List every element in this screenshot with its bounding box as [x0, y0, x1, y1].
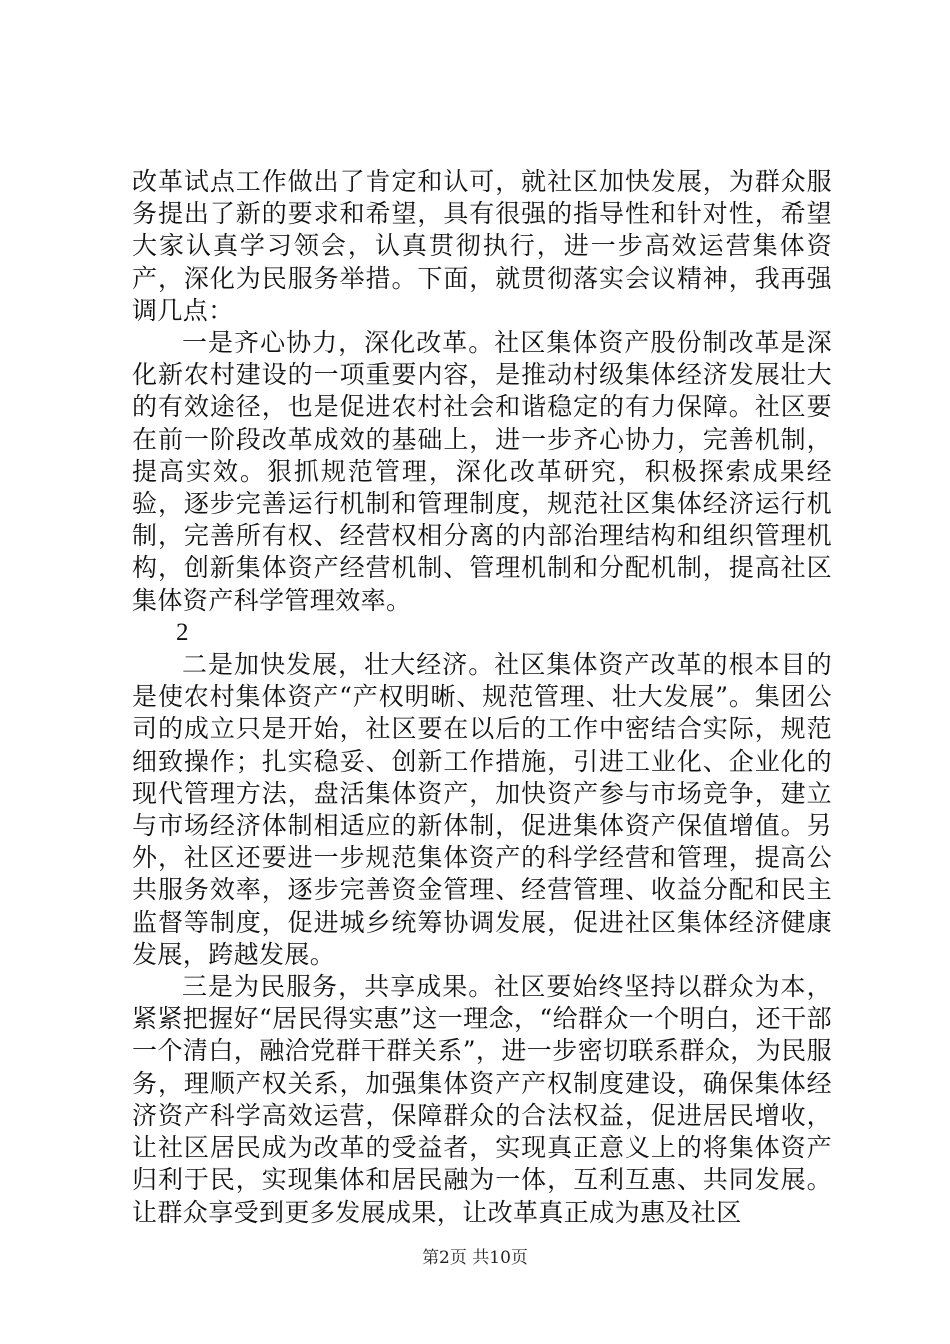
paragraph-point-one: 一是齐心协力，深化改革。社区集体资产股份制改革是深化新农村建设的一项重要内容，是推动村级集体经济发展壮大的有效途径，也是促进农村社会和谐稳定的有力保障。社区要在前一阶段改革成效的基础上，进一步齐心协力，完善机制，提高实效。狠抓规范管理，深化改革研究，积极探索成果经验，逐步完善运行机制和管理制度，规范社区集体经济运行机制，完善所有权、经营权相分离的内部治理结构和组织管理机构，创新集体资产经营机制、管理机制和分配机制，提高社区集体资产科学管理效率。 [132, 328, 832, 615]
paragraph-point-two: 二是加快发展，壮大经济。社区集体资产改革的根本目的是使农村集体资产“产权明晰、规范管理、壮大发展”。集团公司的成立只是开始，社区要在以后的工作中密结合实际，规范细致操作；扎实稳妥、创新工作措施，引进工业化、企业化的现代管理方法，盘活集体资产，加快资产参与市场竞争，建立与市场经济体制相适应的新体制，促进集体资产保值增值。另外，社区还要进一步规范集体资产的科学经营和管理，提高公共服务效率，逐步完善资金管理、经营管理、收益分配和民主监督等制度，促进城乡统筹协调发展，促进社区集体经济健康发展，跨越发展。 [132, 650, 832, 969]
paragraph-continuation: 改革试点工作做出了肯定和认可，就社区加快发展，为群众服务提出了新的要求和希望，具有很强的指导性和针对性，希望大家认真学习领会，认真贯彻执行，进一步高效运营集体资产，深化为民服务举措。下面，就贯彻落实会议精神，我再强调几点： [132, 167, 832, 325]
inline-page-marker: 2 [176, 618, 189, 646]
document-body [132, 166, 832, 1229]
paragraph-point-three: 三是为民服务，共享成果。社区要始终坚持以群众为本，紧紧把握好“居民得实惠”这一理念，“给群众一个明白，还干部一个清白，融洽党群干群关系”，进一步密切联系群众，为民服务，理顺产权关系，加强集体资产产权制度建设，确保集体经济资产科学高效运营，保障群众的合法权益，促进居民增收，让社区居民成为改革的受益者，实现真正意义上的将集体资产归利于民，实现集体和居民融为一体，互利互惠、共同发展。让群众享受到更多发展成果，让改革真正成为惠及社区 [132, 972, 832, 1227]
page-footer: 第2页 共10页 [422, 1248, 528, 1268]
